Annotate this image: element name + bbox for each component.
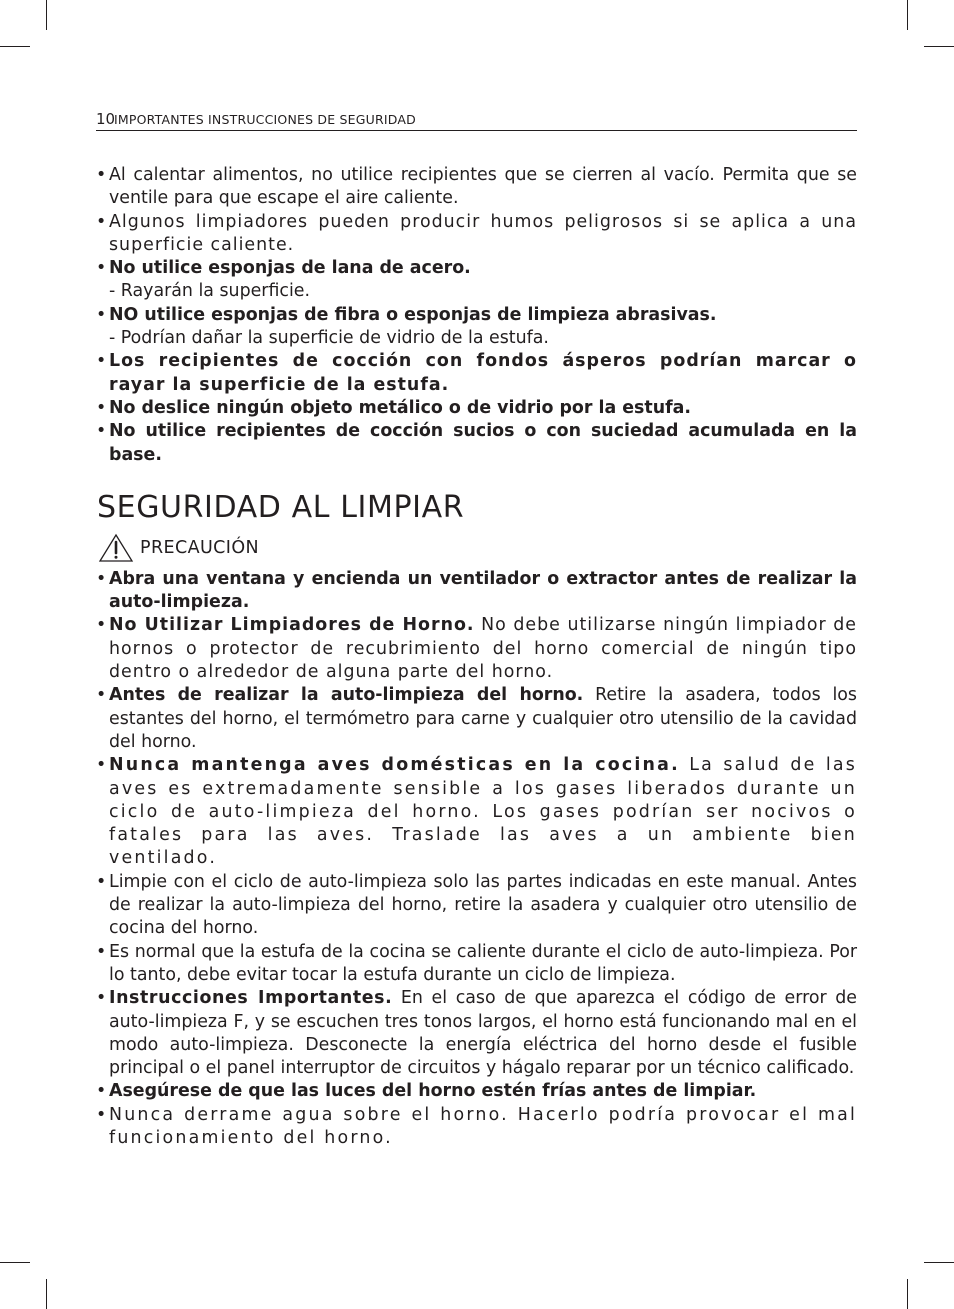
list-item: • No deslice ningún objeto metálico o de vidrio por la estufa.: [96, 397, 857, 420]
caution-heading: [98, 532, 857, 564]
warning-triangle-icon: [98, 533, 134, 563]
page-header: [96, 110, 857, 131]
crop-mark: [907, 0, 908, 30]
list-item: • Algunos limpiadores pueden producir humos peligrosos si se aplica a una superficie caliente.: [96, 211, 857, 258]
header-title: IMPORTANTES INSTRUCCIONES DE SEGURIDAD: [114, 112, 416, 127]
crop-mark: [46, 1279, 47, 1309]
crop-mark: [907, 1279, 908, 1309]
crop-mark: [46, 0, 47, 30]
crop-mark: [924, 1262, 954, 1263]
list-item: • Nunca derrame agua sobre el horno. Hacerlo podría provocar el mal funcionamiento del horno.: [96, 1104, 857, 1151]
safety-list: [96, 304, 857, 327]
crop-mark: [924, 46, 954, 47]
list-item: • Asegúrese de que las luces del horno estén frías antes de limpiar.: [96, 1080, 857, 1103]
list-item: • Nunca mantenga aves domésticas en la cocina. La salud de las aves es extremadamente sensible a los gases liberados durante un ciclo de auto-limpieza del horno. Los gases podrían ser nocivos o fatales para las aves. Traslade las aves a un ambiente bien ventilado.: [96, 754, 857, 870]
crop-mark: [0, 1262, 30, 1263]
list-item: • Antes de realizar la auto-limpieza del horno. Retire la asadera, todos los estantes del horno, el termómetro para carne y cualquier otro utensilio de la cavidad del horno.: [96, 684, 857, 754]
list-item: • Los recipientes de cocción con fondos ásperos podrían marcar o rayar la superficie de la estufa.: [96, 350, 857, 397]
list-item: • Es normal que la estufa de la cocina se caliente durante el ciclo de auto-limpieza. Por lo tanto, debe evitar tocar la estufa durante un ciclo de limpieza.: [96, 941, 857, 988]
list-item: • Abra una ventana y encienda un ventilador o extractor antes de realizar la auto-limpieza.: [96, 568, 857, 615]
safety-list: [96, 164, 857, 280]
list-item: • No utilice esponjas de lana de acero.: [96, 257, 857, 280]
list-item: • No Utilizar Limpiadores de Horno. No debe utilizarse ningún limpiador de hornos o protector de recubrimiento del horno comercial de ningún tipo dentro o alrededor de alguna parte del horno.: [96, 614, 857, 684]
list-item: • Instrucciones Importantes. En el caso de que aparezca el código de error de auto-limpieza F, y se escuchen tres tonos largos, el horno está funcionando mal en el modo auto-limpieza. Desconecte la energía eléctrica del horno desde el fusible principal o el panel interruptor de circuitos y hágalo reparar por un técnico calificado.: [96, 987, 857, 1080]
caution-label: PRECAUCIÓN: [140, 537, 260, 558]
list-item: • Limpie con el ciclo de auto-limpieza solo las partes indicadas en este manual. Antes de realizar la auto-limpieza del horno, retire la asadera y cualquier otro utensilio de cocina del horno.: [96, 871, 857, 941]
section-title: SEGURIDAD AL LIMPIAR: [97, 489, 465, 525]
cleaning-safety-list: [96, 568, 857, 1150]
crop-mark: [0, 46, 30, 47]
sub-note: - Podrían dañar la superficie de vidrio de la estufa.: [109, 328, 549, 349]
page-content: [96, 164, 857, 1150]
sub-note: - Rayarán la superficie.: [109, 281, 311, 302]
list-item: • Al calentar alimentos, no utilice recipientes que se cierren al vacío. Permita que se ventile para que escape el aire caliente.: [96, 164, 857, 211]
list-item: • NO utilice esponjas de fibra o esponjas de limpieza abrasivas.: [96, 304, 857, 327]
list-item: • No utilice recipientes de cocción sucios o con suciedad acumulada en la base.: [96, 420, 857, 467]
page-number: 10: [96, 110, 116, 128]
safety-list: [96, 350, 857, 466]
